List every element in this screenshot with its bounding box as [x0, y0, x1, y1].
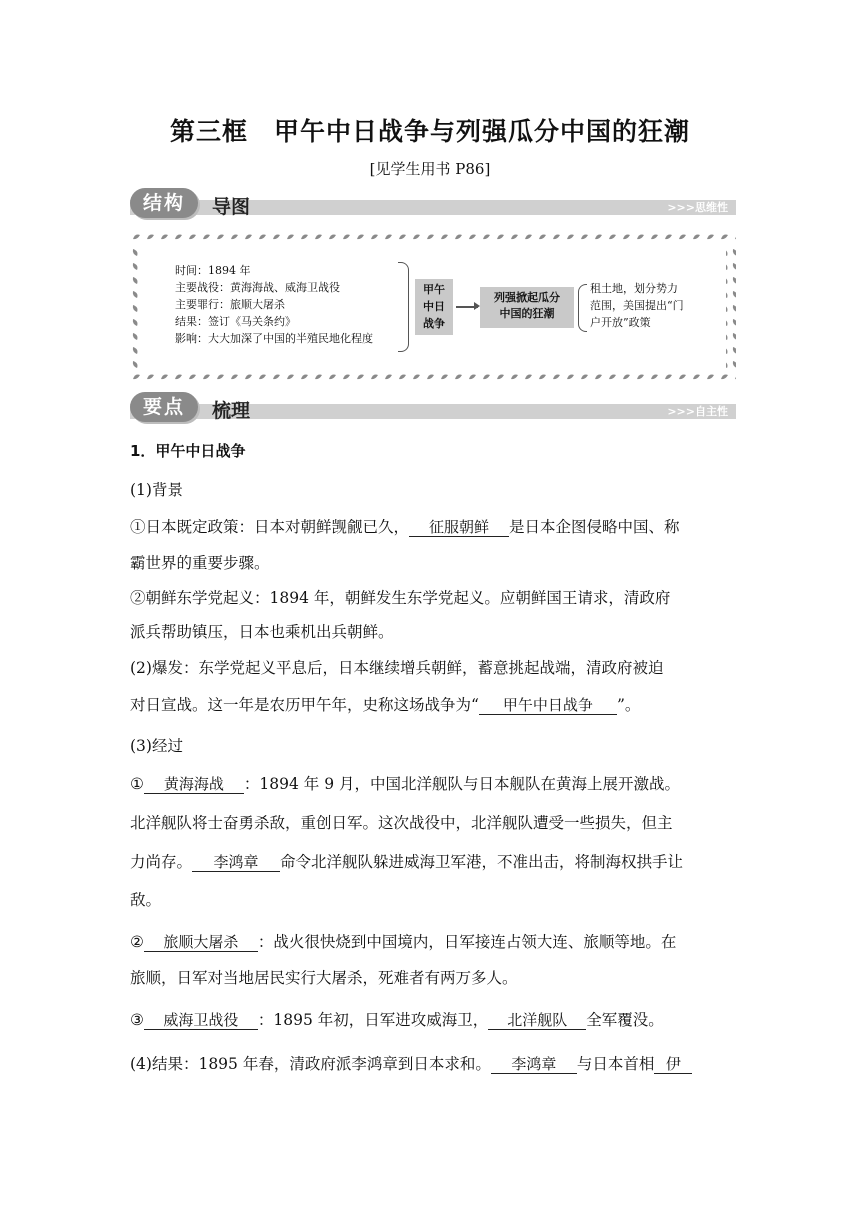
answer-blank: 伊 [654, 1055, 692, 1074]
text-run: ①日本既定政策：日本对朝鲜觊觎已久， [130, 518, 410, 536]
answer-blank: 征服朝鲜 [409, 518, 509, 537]
subheading-background: (1)背景 [130, 481, 183, 499]
text-run: ”。 [616, 696, 641, 714]
text-run: 是日本企图侵略中国、称 [509, 518, 680, 536]
text-run: ：1895 年初，日军进攻威海卫， [257, 1011, 489, 1029]
text-run: ② [130, 933, 144, 951]
list-item: 结果：签订《马关条约》 [175, 315, 296, 328]
answer-blank: 威海卫战役 [144, 1011, 258, 1030]
node-line: 甲午 [423, 283, 445, 296]
text-run: ：战火很快烧到中国境内，日军接连占领大连、旅顺等地。在 [257, 933, 677, 951]
detail-line: 范围，美国提出“门 [590, 299, 684, 312]
list-item: 影响：大大加深了中国的半殖民地化程度 [175, 332, 373, 345]
left-brace-icon [578, 284, 587, 332]
answer-blank: 李鸿章 [192, 853, 280, 872]
banner-badge: 结构 [130, 188, 198, 218]
paragraph-line: 派兵帮助镇压，日本也乘机出兵朝鲜。 [130, 623, 394, 641]
node-line: 列强掀起瓜分 [494, 291, 560, 304]
subheading-process: (3)经过 [130, 737, 183, 755]
detail-line: 租土地，划分势力 [590, 282, 678, 295]
paragraph-line [130, 930, 676, 952]
paragraph-line [130, 772, 680, 794]
banner-badge: 要点 [130, 392, 198, 422]
banner-label: 导图 [212, 196, 251, 218]
paragraph-line: (2)爆发：东学党起义平息后，日本继续增兵朝鲜，蓄意挑起战端，清政府被迫 [130, 659, 664, 677]
section-heading: 1．甲午中日战争 [130, 442, 246, 460]
text-run: ① [130, 775, 144, 793]
page-title: 第三框 甲午中日战争与列强瓜分中国的狂潮 [169, 117, 690, 146]
list-item: 主要战役：黄海海战、威海卫战役 [175, 281, 340, 294]
answer-blank: 旅顺大屠杀 [144, 933, 258, 952]
arrow-right-icon [456, 306, 478, 308]
partition-node-box [480, 287, 574, 328]
war-node-box [415, 279, 453, 335]
paragraph-line [130, 515, 680, 537]
paragraph-line: 霸世界的重要步骤。 [130, 554, 270, 572]
text-run: ③ [130, 1011, 144, 1029]
answer-blank: 李鸿章 [491, 1055, 577, 1074]
text-run: 力尚存。 [130, 853, 193, 871]
node-line: 中国的狂潮 [499, 307, 555, 320]
node-line: 中日 [423, 300, 445, 313]
paragraph-line: 北洋舰队将士奋勇杀敌，重创日军。这次战役中，北洋舰队遭受一些损失，但主 [130, 814, 673, 832]
right-brace-icon [398, 262, 409, 352]
textbook-reference: [见学生用书 P86] [369, 160, 491, 178]
answer-blank: 甲午中日战争 [479, 696, 617, 715]
answer-blank: 北洋舰队 [488, 1011, 586, 1030]
key-points-banner [130, 392, 736, 430]
banner-label: 梳理 [212, 400, 251, 422]
list-item: 主要罪行：旅顺大屠杀 [175, 298, 285, 311]
text-run: 对日宣战。这一年是农历甲午年，史称这场战争为“ [130, 696, 479, 714]
paragraph-line [130, 693, 640, 715]
text-run: 与日本首相 [576, 1055, 655, 1073]
paragraph-line: 敌。 [130, 891, 162, 909]
structure-banner [130, 188, 736, 226]
text-run: 命令北洋舰队躲进威海卫军港，不准出击，将制海权拱手让 [280, 853, 684, 871]
list-item: 时间：1894 年 [175, 264, 251, 277]
detail-line: 户开放”政策 [590, 316, 651, 329]
text-run: 全军覆没。 [586, 1011, 664, 1029]
banner-caption: >>>思维性 [667, 201, 728, 214]
paragraph-line [130, 850, 683, 872]
partition-detail [590, 280, 720, 331]
paragraph-line: 旅顺，日军对当地居民实行大屠杀，死难者有两万多人。 [130, 969, 518, 987]
node-line: 战争 [423, 317, 445, 330]
paragraph-line: ②朝鲜东学党起义：1894 年，朝鲜发生东学党起义。应朝鲜国王请求，清政府 [130, 589, 671, 607]
war-summary-list [175, 262, 373, 347]
answer-blank: 黄海海战 [144, 775, 244, 794]
structure-diagram [130, 232, 736, 380]
text-run: (4)结果：1895 年春，清政府派李鸿章到日本求和。 [130, 1055, 491, 1073]
text-run: ：1894 年 9 月，中国北洋舰队与日本舰队在黄海上展开激战。 [243, 775, 680, 793]
paragraph-line [130, 1052, 692, 1074]
banner-caption: >>>自主性 [667, 405, 728, 418]
paragraph-line [130, 1008, 664, 1030]
